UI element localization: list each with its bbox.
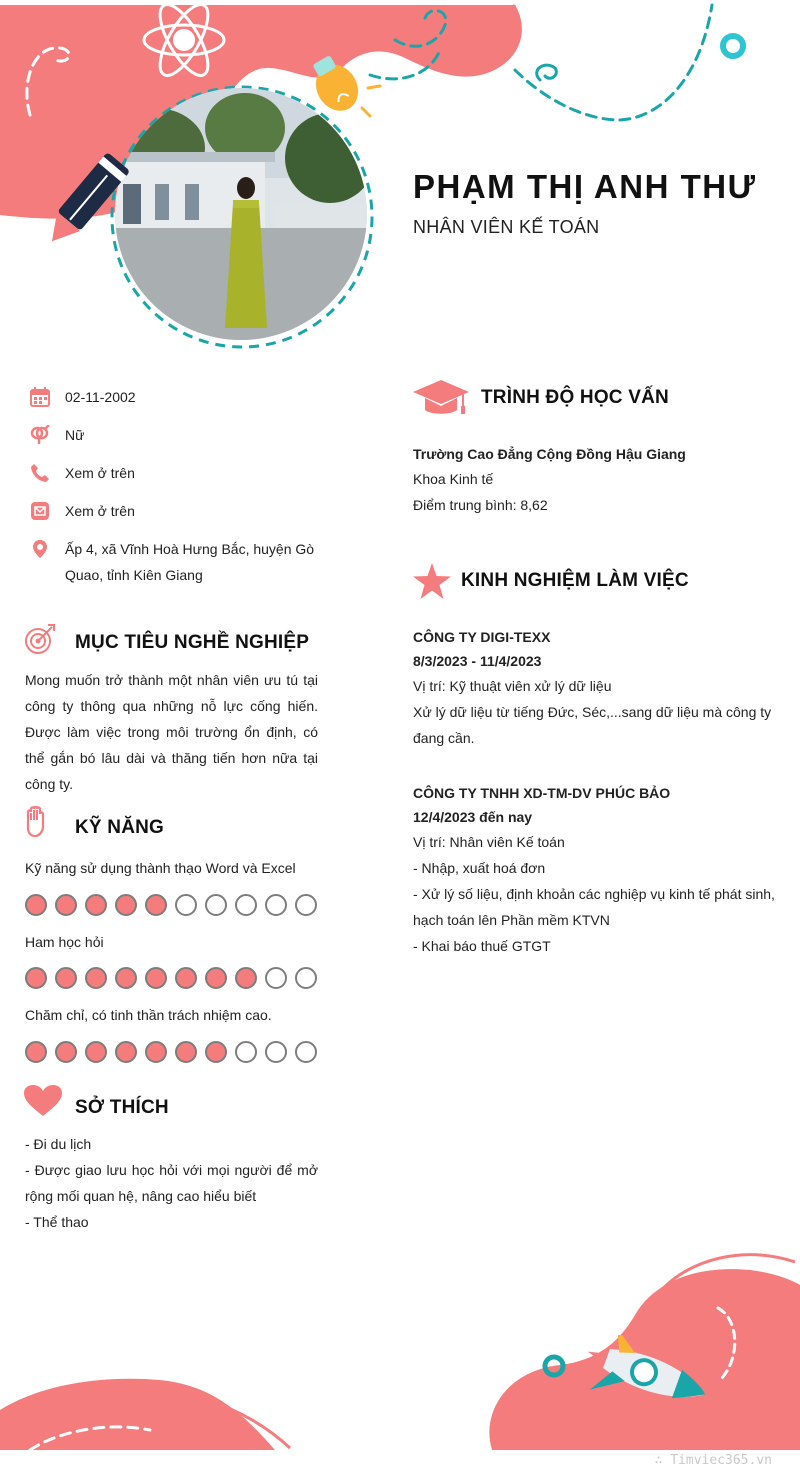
rating-dot-empty [265,894,287,916]
calendar-icon [30,387,50,407]
education-gpa: Điểm trung bình: 8,62 [413,497,548,513]
hand-icon [25,806,47,838]
hobby-item: - Thể thao [25,1214,89,1230]
skills-title: KỸ NĂNG [75,817,165,838]
rating-dot-filled [25,967,47,989]
rating-dot-filled [175,1041,197,1063]
job-company: CÔNG TY TNHH XD-TM-DV PHÚC BẢO [413,785,671,801]
education-title: TRÌNH ĐỘ HỌC VẤN [481,387,669,408]
graduation-cap-icon [413,380,469,416]
atom-icon [140,2,228,82]
rating-dot-filled [55,894,77,916]
rating-dot-filled [145,894,167,916]
pencil-icon [30,150,140,260]
job-role: Vị trí: Kỹ thuật viên xử lý dữ liệu [413,678,612,694]
phone-row [30,460,350,486]
rating-dot-filled [25,894,47,916]
rating-dot-empty [235,894,257,916]
skill-label: Kỹ năng sử dụng thành thạo Word và Excel [25,860,296,876]
dob-row [30,384,350,410]
gender-value: Nữ [65,427,85,443]
rating-dot-empty [265,1041,287,1063]
avatar [115,88,367,340]
star-icon [413,563,451,599]
objective-text: Mong muốn trở thành một nhân viên ưu tú tại công ty thông qua những nỗ lực cống hiến. Được làm việc trong môi trường ổn định, có thể gắn bó lâu dài và thăng tiến hơn nữa tại công ty. [25,672,318,792]
mail-icon [30,501,50,521]
rating-dot-empty [205,894,227,916]
heart-icon [24,1085,62,1117]
rating-dot-empty [235,1041,257,1063]
job-period: 8/3/2023 - 11/4/2023 [413,653,542,669]
rating-dot-filled [55,967,77,989]
target-icon [24,623,56,655]
footer-left-decoration [0,1370,300,1450]
address-value: Ấp 4, xã Vĩnh Hoà Hưng Bắc, huyện Gò Quao, tỉnh Kiên Giang [65,541,315,583]
job-role: Vị trí: Nhân viên Kế toán [413,834,565,850]
rating-dot-filled [205,967,227,989]
rating-dot-empty [295,1041,317,1063]
rating-dot-filled [115,967,137,989]
email-row [30,498,350,524]
rating-dot-filled [85,1041,107,1063]
education-faculty: Khoa Kinh tế [413,471,494,487]
job-detail: - Khai báo thuế GTGT [413,938,551,954]
skill-rating [25,894,317,916]
watermark: ∴ Timviec365.vn [654,1453,772,1468]
rating-dot-filled [235,967,257,989]
rating-dot-empty [295,894,317,916]
address-row [30,536,350,588]
skill-label: Ham học hỏi [25,934,104,950]
job-period: 12/4/2023 đến nay [413,809,533,825]
phone-icon [30,463,50,483]
rating-dot-filled [55,1041,77,1063]
education-school: Trường Cao Đẳng Cộng Đồng Hậu Giang [413,446,686,462]
rocket-icon [580,1335,720,1435]
rating-dot-filled [85,967,107,989]
objective-title: MỤC TIÊU NGHỀ NGHIỆP [75,632,310,653]
skill-rating [25,967,317,989]
rating-dot-filled [25,1041,47,1063]
job-company: CÔNG TY DIGI-TEXX [413,629,551,645]
rating-dot-filled [145,967,167,989]
rating-dot-filled [85,894,107,916]
rating-dot-filled [115,1041,137,1063]
job-detail: Xử lý dữ liệu từ tiếng Đức, Séc,...sang dữ liệu mà công ty đang cần. [413,704,772,746]
skill-label: Chăm chỉ, có tinh thần trách nhiệm cao. [25,1007,272,1023]
hobby-item: - Đi du lịch [25,1136,92,1152]
candidate-name: PHẠM THỊ ANH THƯ [413,168,757,205]
dob-value: 02-11-2002 [65,389,136,405]
phone-value: Xem ở trên [65,465,135,481]
location-icon [30,539,50,559]
skill-rating [25,1041,317,1063]
hobbies-title: SỞ THÍCH [75,1097,169,1118]
experience-title: KINH NGHIỆM LÀM VIỆC [461,570,689,591]
job-detail: - Nhập, xuất hoá đơn [413,860,546,876]
rating-dot-empty [175,894,197,916]
gender-row [30,422,350,448]
rating-dot-filled [115,894,137,916]
candidate-position: NHÂN VIÊN KẾ TOÁN [413,217,600,237]
rating-dot-filled [145,1041,167,1063]
gender-icon [30,425,50,445]
hobby-item: - Được giao lưu học hỏi với mọi người để mở rộng mối quan hệ, nâng cao hiểu biết [25,1162,318,1204]
rating-dot-filled [175,967,197,989]
rating-dot-empty [295,967,317,989]
rating-dot-empty [265,967,287,989]
email-value: Xem ở trên [65,503,135,519]
job-detail: - Xử lý số liệu, định khoản các nghiệp vụ kinh tế phát sinh, hạch toán lên Phần mềm KTVN [413,886,775,928]
rating-dot-filled [205,1041,227,1063]
